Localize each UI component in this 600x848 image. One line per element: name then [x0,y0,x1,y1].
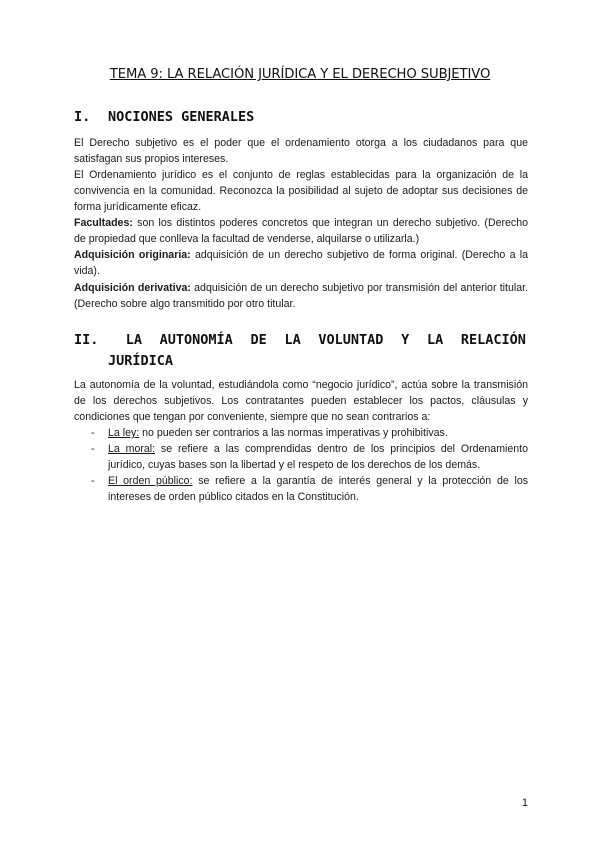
paragraph [74,247,528,279]
heading-word: DE [250,332,267,348]
list-dash: - [91,427,95,439]
section-number: II. [74,332,99,348]
heading-word: AUTONOMÍA [159,332,233,348]
list-dash: - [91,443,95,455]
section-title-line: JURÍDICA [108,353,174,369]
list-item [74,425,528,441]
section-heading-1 [74,107,526,128]
term: Facultades: [74,217,133,229]
paragraph [74,280,528,312]
heading-word: LA [125,332,142,348]
heading-word: Y [401,332,410,348]
heading-word: LA [284,332,301,348]
definition: son los distintos poderes concretos que integran un derecho subjetivo. (Derecho de propiedad que conlleva la facultad de venderse, alquilarse o utilizarla.) [74,217,528,245]
section-number: I. [74,109,91,125]
section-heading-2 [74,330,526,372]
page-number: 1 [521,797,528,809]
document-title: TEMA 9: LA RELACIÓN JURÍDICA Y EL DERECHO SUBJETIVO [109,67,491,82]
conditions-list [74,425,528,505]
term: El orden público: [108,475,193,487]
section-title-line [74,330,526,351]
section-1-body [74,135,528,312]
list-item [74,441,528,473]
paragraph: El Ordenamiento jurídico es el conjunto de reglas establecidas para la organización de la convivencia en la comunidad. Reconozca la posibilidad al sujeto de adoptar sus decisiones de forma jurídicamente eficaz. [74,169,528,213]
section-2-body [74,377,528,505]
term: La moral: [108,443,156,455]
term: Adquisición originaria: [74,249,191,261]
term: La ley: [108,427,140,439]
heading-word: LA [426,332,444,348]
paragraph: El Derecho subjetivo es el poder que el ordenamiento otorga a los ciudadanos para que satisfagan sus propios intereses. [74,137,528,165]
definition: se refiere a la garantía de interés general y la protección de los intereses de orden público citados en la Constitución. [108,475,529,503]
list-item [74,473,528,505]
list-dash: - [91,475,95,487]
definition: adquisición de un derecho subjetivo de forma original. (Derecho a la vida). [74,249,528,277]
heading-word: VOLUNTAD [318,332,384,348]
term: Adquisición derivativa: [74,282,191,294]
paragraph: La autonomía de la voluntad, estudiándola como “negocio jurídico”, actúa sobre la transmisión de los derechos subjetivos. Los contratantes pueden establecer los pactos, cláusulas y condiciones que tengan por conveniente, siempre que no sean contrarios a: [74,379,528,423]
definition: no pueden ser contrarios a las normas imperativas y prohibitivas. [139,427,448,439]
heading-word: RELACIÓN [460,332,526,348]
definition: adquisición de un derecho subjetivo por transmisión del anterior titular. (Derecho sobre algo transmitido por otro titular. [74,282,528,310]
definition: se refiere a las comprendidas dentro de los principios del Ordenamiento jurídico, cuyas bases son la libertad y el respeto de los derechos de los demás. [108,443,528,471]
paragraph [74,215,528,247]
section-title: NOCIONES GENERALES [108,109,255,125]
